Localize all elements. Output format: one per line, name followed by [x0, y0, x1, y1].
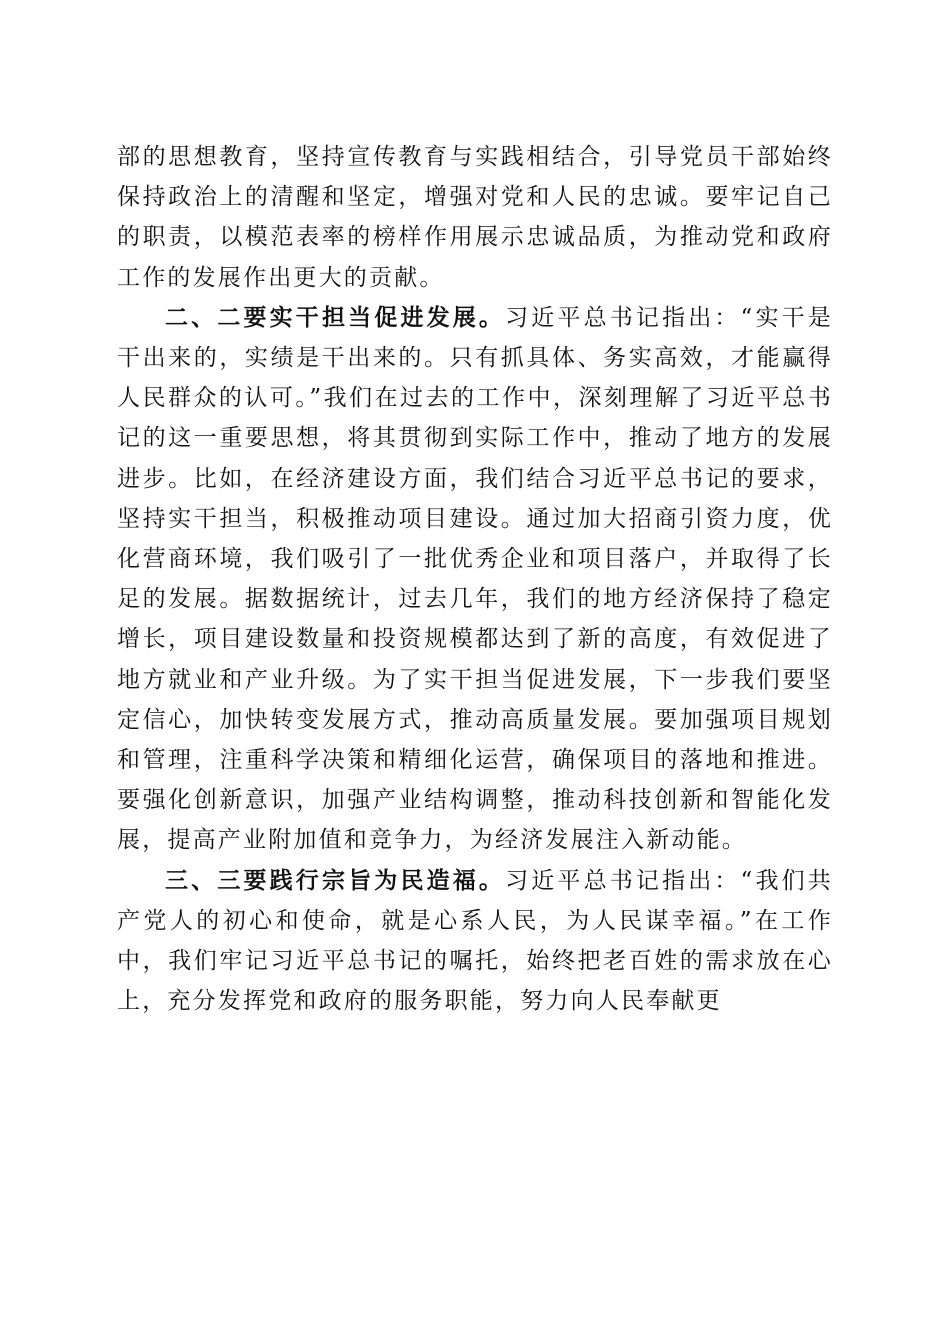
paragraph-continuation: 部的思想教育，坚持宣传教育与实践相结合，引导党员干部始终保持政治上的清醒和坚定，增强对党和人民的忠诚。要牢记自己的职责，以模范表率的榜样作用展示忠诚品质，为推动党和政府工作的发展作出更大的贡献。	[117, 144, 833, 291]
section-two-body: 习近平总书记指出：“实干是干出来的，实绩是干出来的。只有抓具体、务实高效，才能赢得人民群众的认可。”我们在过去的工作中，深刻理解了习近平总书记的这一重要思想，将其贯彻到实际工作中，推动了地方的发展进步。比如，在经济建设方面，我们结合习近平总书记的要求，坚持实干担当，积极推动项目建设。通过加大招商引资力度，优化营商环境，我们吸引了一批优秀企业和项目落户，并取得了长足的发展。据数据统计，过去几年，我们的地方经济保持了稳定增长，项目建设数量和投资规模都达到了新的高度，有效促进了地方就业和产业升级。为了实干担当促进发展，下一步我们要坚定信心，加快转变发展方式，推动高质量发展。要加强项目规划和管理，注重科学决策和精细化运营，确保项目的落地和推进。要强化创新意识，加强产业结构调整，推动科技创新和智能化发展，提高产业附加值和竞争力，为经济发展注入新动能。	[117, 304, 834, 854]
section-three-body: 习近平总书记指出：“我们共产党人的初心和使命，就是心系人民，为人民谋幸福。”在工作中，我们牢记习近平总书记的嘱托，始终把老百姓的需求放在心上，充分发挥党和政府的服务职能，努力向人民奉献更	[117, 867, 834, 1015]
paragraph-section-two	[117, 298, 833, 861]
document-page	[117, 137, 833, 1021]
paragraph-section-three	[117, 861, 833, 1022]
section-two-heading: 二、二要实干担当促进发展。	[165, 304, 506, 331]
section-three-heading: 三、三要践行宗旨为民造福。	[165, 867, 506, 894]
